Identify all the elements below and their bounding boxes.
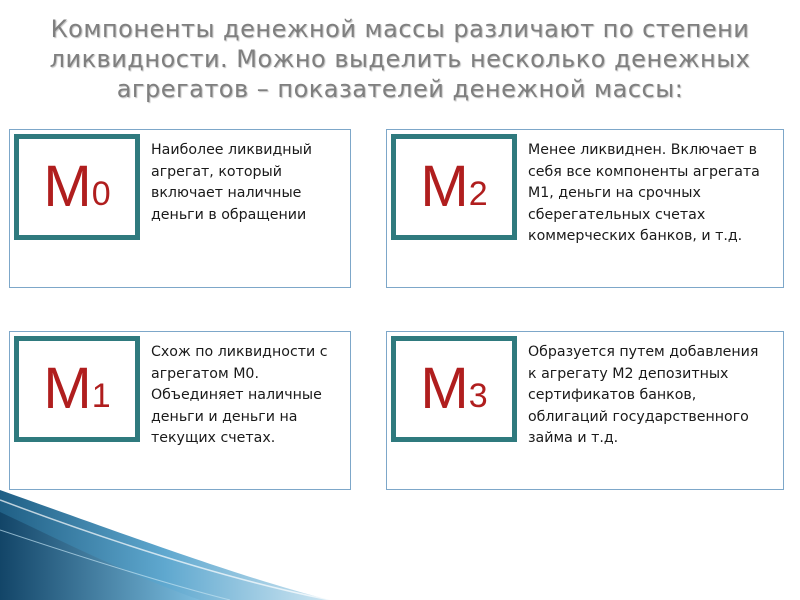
aggregate-description: Образуется путем добавления к агрегату М2 депозитных сертификатов банков, облигаций государственного займа и т.д. — [528, 344, 759, 446]
aggregate-card-m3 — [386, 331, 784, 490]
aggregate-description: Схож по ликвидности с агрегатом М0. Объединяет наличные деньги и деньги на текущих счетах. — [151, 344, 328, 446]
aggregate-letter: M — [43, 356, 92, 421]
aggregate-card-m0 — [9, 129, 351, 288]
aggregate-index: 1 — [91, 377, 111, 415]
aggregate-symbol-m1 — [14, 336, 140, 442]
aggregate-letter: M — [420, 356, 469, 421]
aggregate-index: 3 — [468, 377, 488, 415]
aggregate-symbol-m3 — [391, 336, 517, 442]
aggregate-index: 0 — [91, 175, 111, 213]
aggregate-card-m2 — [386, 129, 784, 288]
slide-title: Компоненты денежной массы различают по степени ликвидности. Можно выделить несколько денежных агрегатов – показателей денежной массы: — [49, 15, 751, 103]
aggregate-symbol-m2 — [391, 134, 517, 240]
aggregate-index: 2 — [468, 175, 488, 213]
aggregate-letter: M — [420, 154, 469, 219]
aggregate-card-m1 — [9, 331, 351, 490]
aggregate-description: Менее ликвиднен. Включает в себя все компоненты агрегата М1, деньги на срочных сберегательных счетах коммерческих банков, и т.д. — [528, 142, 760, 244]
decorative-swoosh — [0, 490, 800, 600]
aggregate-symbol-m0 — [14, 134, 140, 240]
aggregate-letter: M — [43, 154, 92, 219]
aggregate-description: Наиболее ликвидный агрегат, который включает наличные деньги в обращении — [151, 142, 312, 223]
